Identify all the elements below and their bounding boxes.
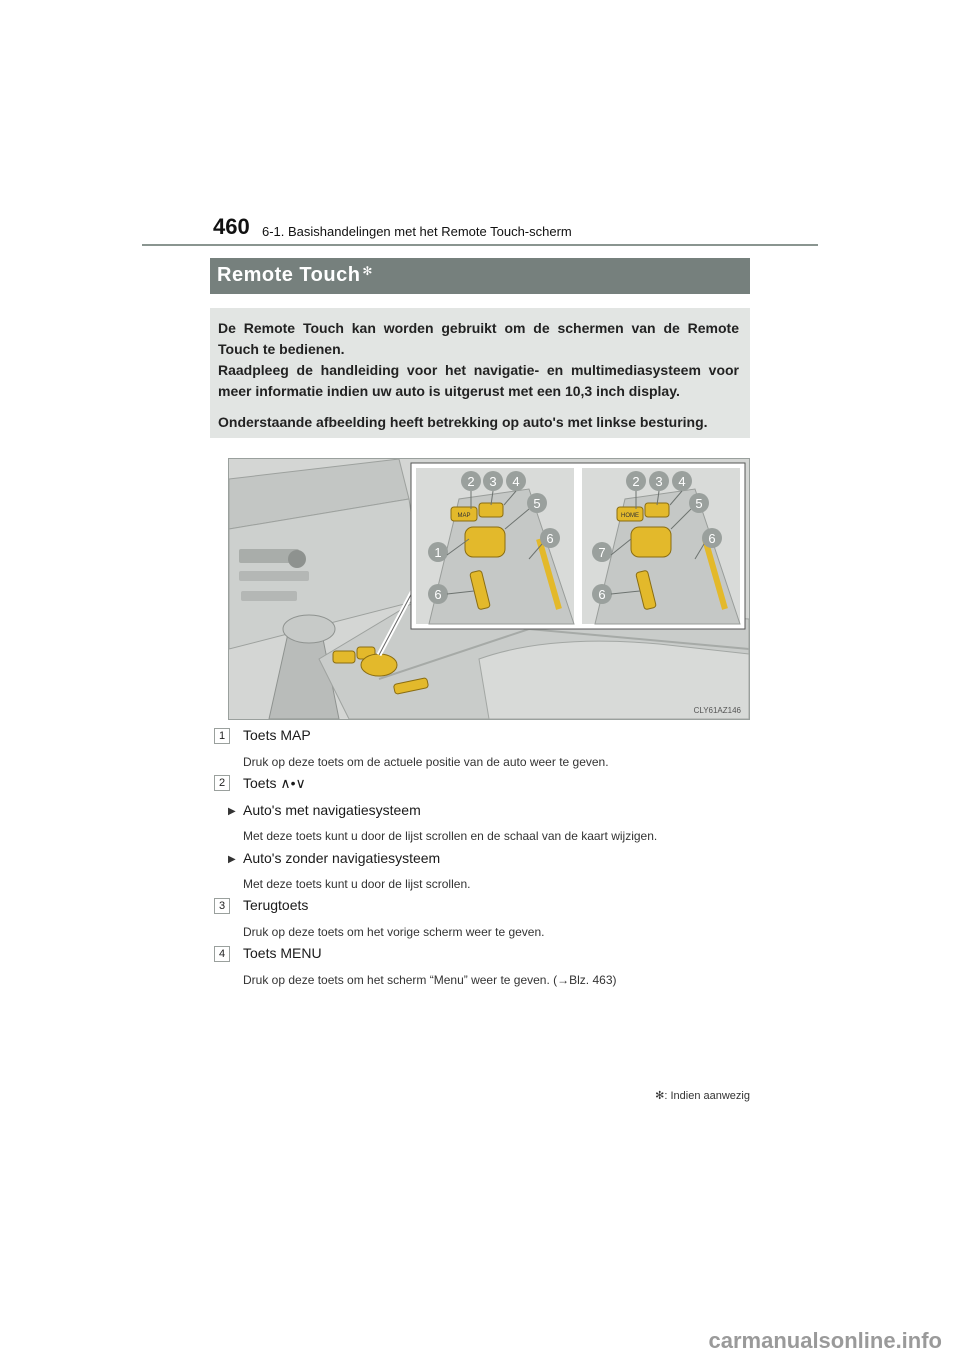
callout-number: 6 <box>708 531 716 546</box>
item-description: Met deze toets kunt u door de lijst scrollen en de schaal van de kaart wijzigen. <box>243 829 658 843</box>
inset-button-label: MAP <box>457 513 471 519</box>
item-description: Druk op deze toets om de actuele positie van de auto weer te geven. <box>243 755 609 769</box>
item-title: Terugtoets <box>243 897 309 913</box>
callout-number: 2 <box>467 474 475 489</box>
item-title: Toets MAP <box>243 727 311 743</box>
callout-number: 4 <box>512 474 520 489</box>
section-title-bar <box>210 258 750 294</box>
item-number: 2 <box>214 775 230 791</box>
item-description: Druk op deze toets om het scherm “Menu” weer te geven. (→Blz. 463) <box>243 973 617 987</box>
section-title: Remote Touch ✻ <box>217 264 373 286</box>
item-number: 3 <box>214 898 230 914</box>
intro-box <box>210 308 750 438</box>
callout-number: 5 <box>533 496 541 511</box>
bullet-title: Auto's met navigatiesysteem <box>243 802 421 818</box>
callout-number: 6 <box>434 587 442 602</box>
running-header: 6-1. Basishandelingen met het Remote Touch-scherm <box>262 224 572 239</box>
callout-number: 5 <box>695 496 703 511</box>
inset-button-label: HOME <box>621 513 639 519</box>
intro-paragraph: Onderstaande afbeelding heeft betrekking op auto's met linkse besturing. <box>218 414 708 430</box>
bullet-triangle-icon: ▶ <box>228 806 236 817</box>
item-description: Druk op deze toets om het vorige scherm weer te geven. <box>243 925 545 939</box>
optional-mark: ✻ <box>362 264 373 278</box>
watermark: carmanualsonline.info <box>708 1328 942 1353</box>
item-description: Met deze toets kunt u door de lijst scrollen. <box>243 877 471 891</box>
callout-number: 3 <box>655 474 663 489</box>
intro-paragraph: Raadpleeg de handleiding voor het navigatie- en multimediasysteem voor meer informatie indien uw auto is uitgerust met een 10,3 inch display. <box>218 362 739 399</box>
callout-number: 6 <box>598 587 606 602</box>
item-number: 1 <box>214 728 230 744</box>
footnote: ✻: Indien aanwezig <box>655 1090 750 1102</box>
callout-number: 7 <box>598 545 606 560</box>
bullet-title: Auto's zonder navigatiesysteem <box>243 850 441 866</box>
console-drawing <box>229 459 749 719</box>
bullet-triangle-icon: ▶ <box>228 854 236 865</box>
callout-number: 1 <box>434 545 442 560</box>
page-number: 460 <box>213 214 250 239</box>
callout-number: 6 <box>546 531 554 546</box>
item-number: 4 <box>214 946 230 962</box>
callout-number: 4 <box>678 474 686 489</box>
callout-number: 2 <box>632 474 640 489</box>
item-title: Toets ∧•∨ <box>243 775 306 791</box>
figure-code: CLY61AZ146 <box>693 706 741 715</box>
intro-paragraph: De Remote Touch kan worden gebruikt om de schermen van de Remote Touch te bedienen. <box>218 320 739 357</box>
callout-number: 3 <box>489 474 497 489</box>
item-title: Toets MENU <box>243 945 322 961</box>
header-rule <box>142 244 818 246</box>
remote-touch-illustration <box>228 458 750 720</box>
